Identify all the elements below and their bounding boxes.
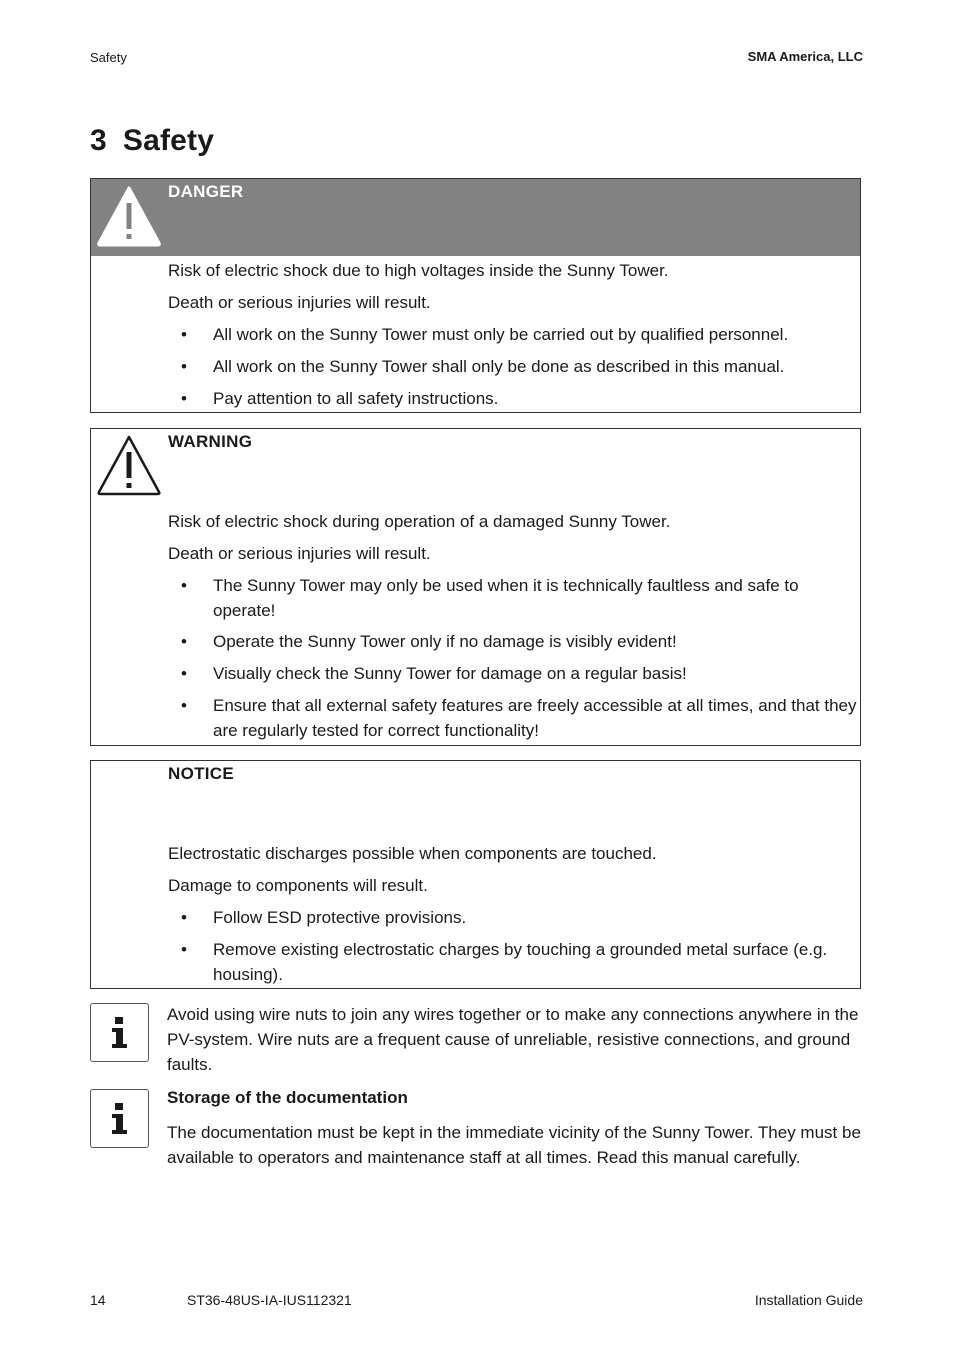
- danger-title: DANGER: [168, 182, 244, 201]
- info-note-2-title: Storage of the documentation: [167, 1088, 408, 1107]
- warning-bullet-2: • Operate the Sunny Tower only if no damage is visibly evident!: [181, 629, 841, 654]
- warning-line-1: Risk of electric shock during operation of a damaged Sunny Tower.: [168, 512, 671, 531]
- info-icon: [91, 1090, 148, 1147]
- warning-line-2: Death or serious injuries will result.: [168, 544, 431, 563]
- danger-bullet-3: • Pay attention to all safety instructions.: [181, 386, 841, 411]
- danger-line-1: Risk of electric shock due to high voltages inside the Sunny Tower.: [168, 261, 669, 280]
- danger-bullet-2: • All work on the Sunny Tower shall only be done as described in this manual.: [181, 354, 841, 379]
- warning-bullet-4: • Ensure that all external safety features are freely accessible at all times, and that they are regularly tested for correct functionality!: [181, 693, 861, 743]
- danger-header: [91, 179, 860, 256]
- danger-box: [90, 178, 861, 413]
- info-note-2-text: The documentation must be kept in the immediate vicinity of the Sunny Tower. They must be available to operators and maintenance staff at all times. Read this manual carefully.: [167, 1123, 861, 1167]
- footer-doc-type: Installation Guide: [754, 1292, 863, 1308]
- notice-bullet-2: • Remove existing electrostatic charges by touching a grounded metal surface (e.g. housing).: [181, 937, 841, 987]
- notice-line-2: Damage to components will result.: [168, 876, 428, 895]
- notice-title: NOTICE: [168, 764, 235, 783]
- info-icon: [91, 1004, 148, 1061]
- notice-bullet-1: • Follow ESD protective provisions.: [181, 905, 841, 930]
- warning-bullet-1: • The Sunny Tower may only be used when it is technically faultless and safe to operate!: [181, 573, 841, 623]
- info-note-1-text: Avoid using wire nuts to join any wires together or to make any connections anywhere in the PV-system. Wire nuts are a frequent cause of unreliable, resistive connections, and ground faults.: [167, 1005, 859, 1074]
- notice-box: [90, 760, 861, 989]
- notice-line-1: Electrostatic discharges possible when components are touched.: [168, 844, 657, 863]
- warning-bullet-3: • Visually check the Sunny Tower for damage on a regular basis!: [181, 661, 841, 686]
- warning-title: WARNING: [168, 432, 253, 451]
- footer-doc-id: ST36-48US-IA-IUS112321: [187, 1292, 352, 1308]
- info-icon-box-2: [90, 1089, 149, 1148]
- header-company: SMA America, LLC: [747, 49, 863, 64]
- warning-box: [90, 428, 861, 746]
- chapter-title-text: Safety: [122, 124, 215, 157]
- footer-page-number: 14: [90, 1292, 106, 1308]
- info-icon-box-1: [90, 1003, 149, 1062]
- danger-warning-icon: [96, 185, 162, 247]
- danger-line-2: Death or serious injuries will result.: [168, 293, 431, 312]
- warning-icon: [96, 434, 162, 496]
- header-section-label: Safety: [90, 50, 127, 65]
- chapter-number: 3: [90, 124, 107, 157]
- chapter-title: [90, 124, 214, 158]
- danger-bullet-1: • All work on the Sunny Tower must only be carried out by qualified personnel.: [181, 322, 841, 347]
